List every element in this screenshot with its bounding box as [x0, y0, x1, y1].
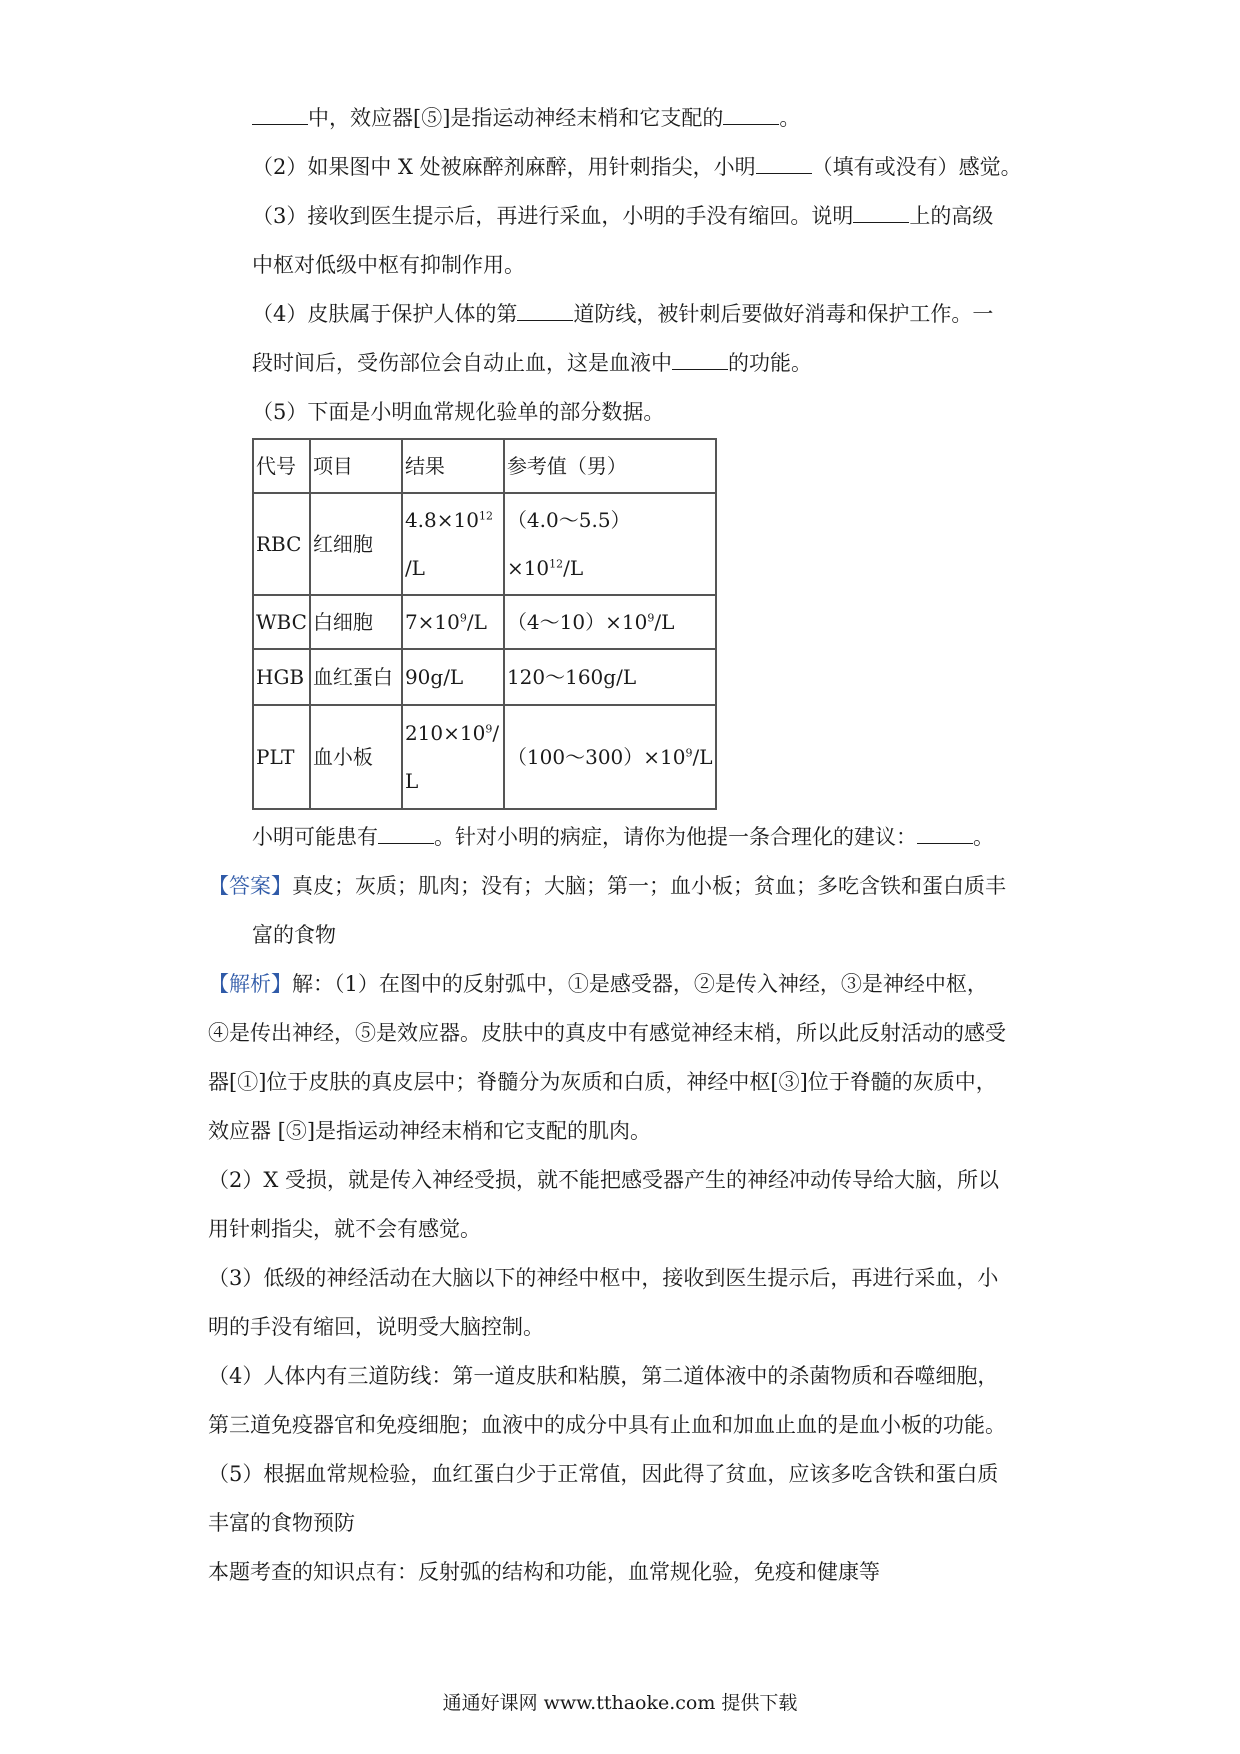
table-row — [253, 649, 716, 705]
question-5-intro: （5）下面是小明血常规化验单的部分数据。 — [252, 400, 665, 424]
reference-cell: $(100\sim 300)\times 10^9/L$ — [504, 705, 716, 809]
table-row — [253, 595, 716, 649]
answer-blank — [853, 202, 909, 223]
reference-cell: $(4\sim 10)\times 10^9/L$ — [504, 595, 716, 649]
analysis-summary: 本题考查的知识点有：反射弧的结构和功能，血常规化验，免疫和健康等 — [208, 1560, 880, 1584]
answer-blank — [672, 349, 728, 370]
answer-blank — [917, 823, 973, 844]
code-cell: WBC — [253, 595, 310, 649]
item-cell: 白细胞 — [310, 595, 402, 649]
question-3-cont: 中枢对低级中枢有抑制作用。 — [252, 253, 525, 277]
answer-blank — [378, 823, 434, 844]
header-cell: 结果 — [402, 439, 504, 493]
answer-blank — [723, 104, 779, 125]
analysis-line: ④是传出神经，⑤是效应器。皮肤中的真皮中有感觉神经末梢，所以此反射活动的感受 — [208, 1021, 1006, 1045]
result-cell: $210\times 10^9/$ L — [402, 705, 504, 809]
header-cell: 代号 — [253, 439, 310, 493]
result-cell: $4.8\times 10^{12}$ /L — [402, 493, 504, 595]
analysis-line-1: 【解析】解：（1）在图中的反射弧中，①是感受器，②是传入神经，③是神经中枢， — [208, 972, 988, 996]
item-cell: 血小板 — [310, 705, 402, 809]
reference-cell: 120～160g/L — [504, 649, 716, 705]
answer-blank — [517, 300, 573, 321]
header-cell: 参考值（男） — [504, 439, 716, 493]
result-cell: 90g/L — [402, 649, 504, 705]
blood-report-table — [252, 438, 717, 810]
question-4: （4）皮肤属于保护人体的第 道防线，被针刺后要做好消毒和保护工作。一 — [252, 302, 994, 326]
analysis-line: （5）根据血常规检验，血红蛋白少于正常值，因此得了贫血，应该多吃含铁和蛋白质 — [208, 1462, 999, 1486]
answer-blank — [756, 153, 812, 174]
answer-label: 【答案】 — [208, 874, 292, 898]
code-cell: HGB — [253, 649, 310, 705]
question-line-1: 中，效应器[⑤]是指运动神经末梢和它支配的 。 — [252, 103, 800, 133]
table-row — [253, 705, 716, 809]
table-header-row — [253, 439, 716, 493]
answer-line-2: 富的食物 — [252, 923, 336, 947]
analysis-line: 器[①]位于皮肤的真皮层中；脊髓分为灰质和白质，神经中枢[③]位于脊髓的灰质中， — [208, 1070, 997, 1094]
question-5-prompt: 小明可能患有 。针对小明的病症，请你为他提一条合理化的建议： 。 — [252, 825, 994, 849]
analysis-label: 【解析】 — [208, 972, 292, 996]
question-4-cont: 段时间后，受伤部位会自动止血，这是血液中 的功能。 — [252, 351, 812, 375]
item-cell: 红细胞 — [310, 493, 402, 595]
answer-blank — [252, 104, 308, 125]
table-row — [253, 493, 716, 595]
question-3: （3）接收到医生提示后，再进行采血，小明的手没有缩回。说明 上的高级 — [252, 204, 994, 228]
analysis-line: 明的手没有缩回，说明受大脑控制。 — [208, 1315, 544, 1339]
item-cell: 血红蛋白 — [310, 649, 402, 705]
analysis-line: 丰富的食物预防 — [208, 1511, 355, 1535]
analysis-line: 第三道免疫器官和免疫细胞；血液中的成分中具有止血和加血止血的是血小板的功能。 — [208, 1413, 1006, 1437]
code-cell: RBC — [253, 493, 310, 595]
header-cell: 项目 — [310, 439, 402, 493]
page-footer: 通通好课网 www.tthaoke.com 提供下载 — [442, 1692, 798, 1714]
analysis-line: （2）X 受损，就是传入神经受损，就不能把感受器产生的神经冲动传导给大脑，所以 — [208, 1168, 999, 1192]
analysis-line: （3）低级的神经活动在大脑以下的神经中枢中，接收到医生提示后，再进行采血，小 — [208, 1266, 999, 1290]
question-2: （2）如果图中 X 处被麻醉剂麻醉，用针刺指尖，小明 （填有或没有）感觉。 — [252, 155, 1022, 179]
analysis-line: 效应器 [⑤]是指运动神经末梢和它支配的肌肉。 — [208, 1119, 652, 1143]
analysis-line: （4）人体内有三道防线：第一道皮肤和粘膜，第二道体液中的杀菌物质和吞噬细胞， — [208, 1364, 999, 1388]
result-cell: $7\times 10^9/L$ — [402, 595, 504, 649]
analysis-line: 用针刺指尖，就不会有感觉。 — [208, 1217, 481, 1241]
code-cell: PLT — [253, 705, 310, 809]
reference-cell: （4.0～5.5） $\times 10^{12}/L$ — [504, 493, 716, 595]
answer-line-1: 【答案】真皮；灰质；肌肉；没有；大脑；第一；血小板；贫血；多吃含铁和蛋白质丰 — [208, 874, 1006, 898]
